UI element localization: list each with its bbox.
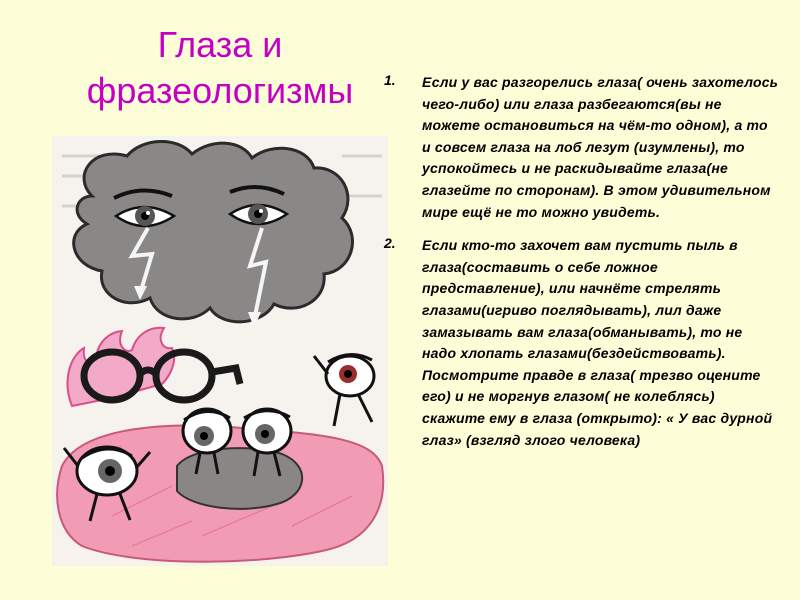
list-item-text: Если у вас разгорелись глаза( очень захотелось чего-либо) или глаза разбегаются(вы не можете остановиться на чём-то одном), а то и совсем глаза на лоб лезут (изумлены), то успокойтесь и не раскидывайте глаза(не глазейте по сторонам). В этом удивительном мире ещё не то можно увидеть. — [422, 74, 779, 220]
slide-title-line-1: Глаза и — [157, 24, 283, 65]
list-item — [380, 72, 780, 223]
list-item-text: Если кто-то захочет вам пустить пыль в глаза(составить о себе ложное представление), или начнёте стрелять глазами(игриво поглядывать), лил даже замазывать вам глаза(обманывать), то не надо хлопать глазами(бездействовать). Посмотрите правде в глаза( трезво оцените его) и не моргнув глазом( не колеблясь) скажите ему в глаза (открыто): « У вас дурной глаз» (взгляд злого человека) — [422, 237, 773, 448]
puddle-shape — [177, 448, 302, 509]
storm-cloud-shape — [74, 141, 353, 321]
slide-title-line-2: фразеологизмы — [86, 70, 354, 111]
list-item — [380, 235, 780, 451]
slide-title — [60, 22, 380, 114]
eyes-cartoon-illustration — [52, 136, 388, 566]
list-item-number: 1. — [384, 72, 396, 88]
phrase-list — [380, 72, 780, 463]
list-item-number: 2. — [384, 235, 396, 252]
